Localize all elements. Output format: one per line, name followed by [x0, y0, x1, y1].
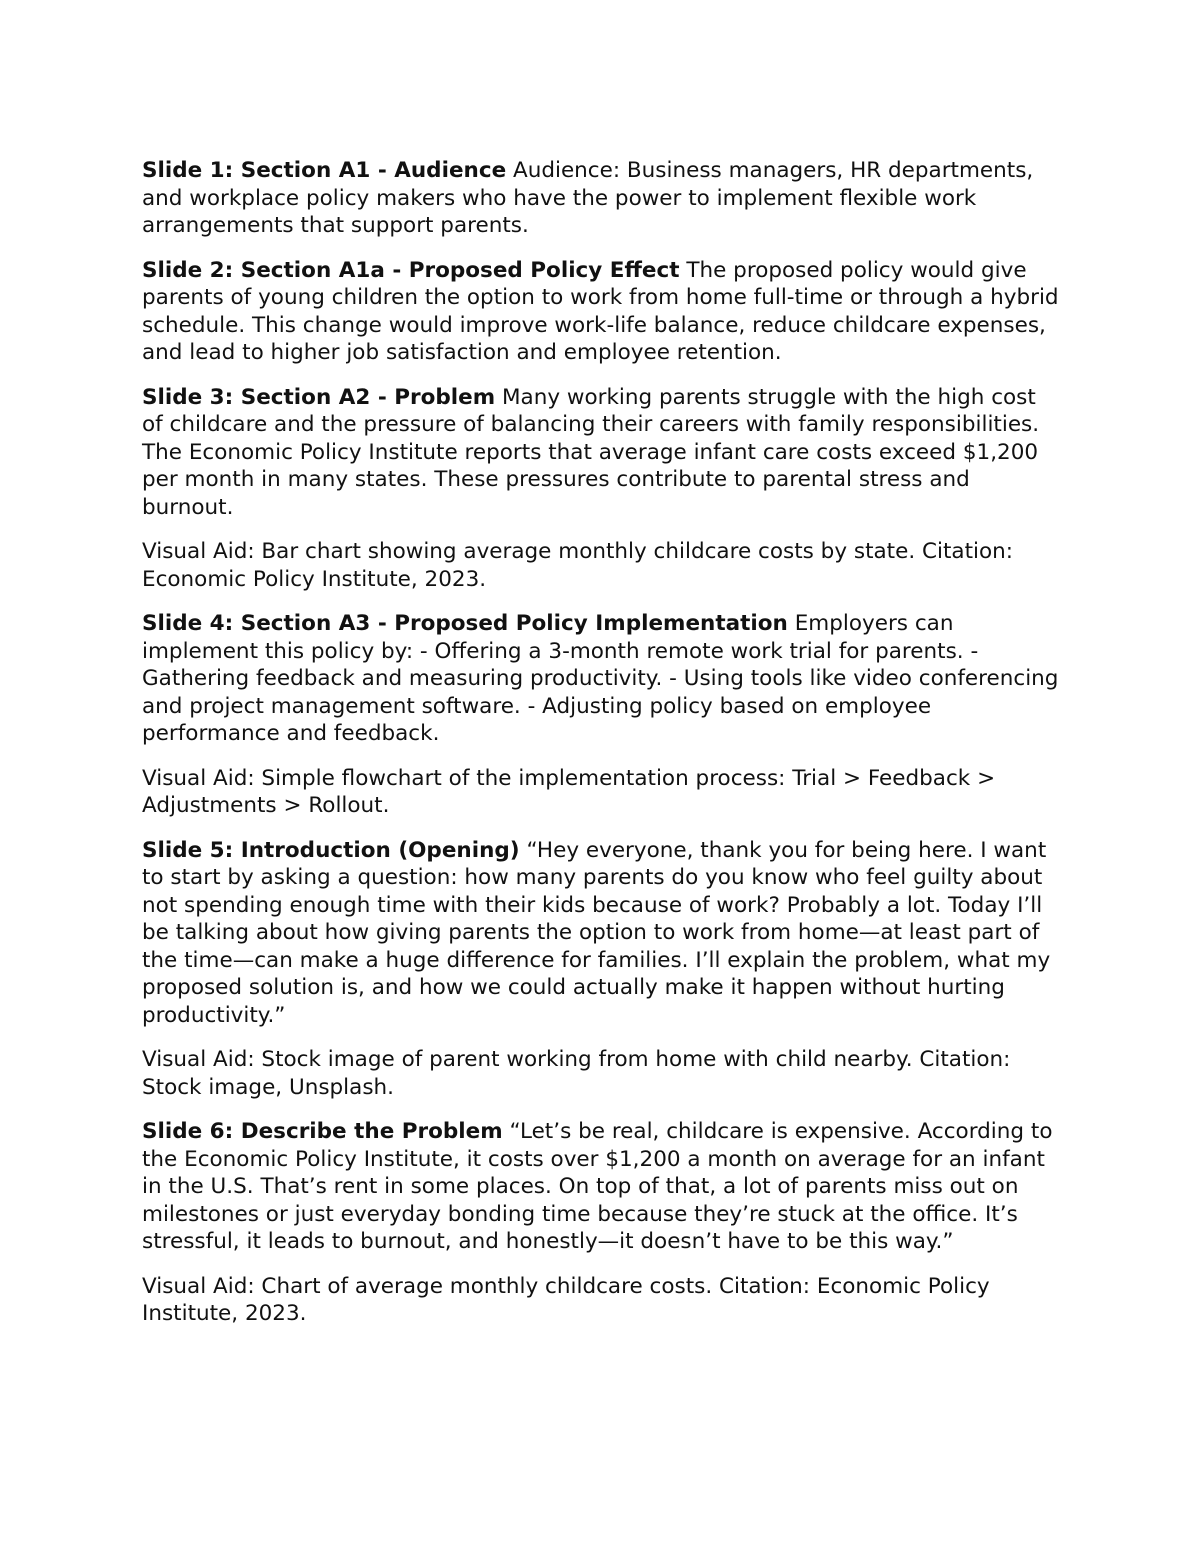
slide-3-heading: Slide 3: Section A2 - Problem — [142, 384, 496, 410]
slide-6-visual-aid — [142, 1273, 1062, 1328]
slide-4-paragraph — [142, 610, 1062, 748]
slide-4-visual-aid — [142, 765, 1062, 820]
slide-3-paragraph — [142, 384, 1062, 522]
slide-5-heading: Slide 5: Introduction (Opening) — [142, 837, 520, 863]
slide-4-heading: Slide 4: Section A3 - Proposed Policy Implementation — [142, 611, 788, 636]
slide-2-paragraph — [142, 257, 1062, 367]
slide-2-body: The proposed policy would give parents of young children the option to work from home full-time or through a hybrid schedule. This change would improve work-life balance, reduce childcare expenses, and lead to higher job satisfaction and employee retention. — [142, 257, 1059, 365]
slide-4-visual-aid-text: Visual Aid: Simple flowchart of the implementation process: Trial > Feedback > Adjustments > Rollout. — [142, 765, 996, 818]
slide-3-body: Many working parents struggle with the high cost of childcare and the pressure of balancing their careers with family responsibilities. The Economic Policy Institute reports that average infant care costs exceed $1,200 per month in many states. These pressures contribute to parental stress and burnout. — [142, 384, 1040, 520]
slide-1-body: Audience: Business managers, HR departments, and workplace policy makers who have the power to implement flexible work arrangements that support parents. — [142, 158, 1034, 238]
slide-1-heading: Slide 1: Section A1 - Audience — [142, 158, 507, 183]
slide-6-body: “Let’s be real, childcare is expensive. According to the Economic Policy Institute, it costs over $1,200 a month on average for an infant in the U.S. That’s rent in some places. On top of that, a lot of parents miss out on milestones or just everyday bonding time because they’re stuck at the office. It’s stressful, it leads to burnout, and honestly—it doesn’t have to be this way.” — [142, 1119, 1053, 1254]
slide-5-visual-aid-text: Visual Aid: Stock image of parent working from home with child nearby. Citation: Stock image, Unsplash. — [142, 1047, 1011, 1100]
slide-3-visual-aid-text: Visual Aid: Bar chart showing average monthly childcare costs by state. Citation: Economic Policy Institute, 2023. — [142, 539, 1014, 592]
slide-6-heading: Slide 6: Describe the Problem — [142, 1119, 503, 1144]
slide-5-body: “Hey everyone, thank you for being here. I want to start by asking a question: how many parents do you know who feel guilty about not spending enough time with their kids because of work? Probably a lot. Today I’ll be talking about how giving parents the option to work from home—at least part of the time—can make a huge difference for families. I’ll explain the problem, what my proposed solution is, and how we could actually make it happen without hurting productivity.” — [142, 837, 1051, 1028]
slide-2-heading: Slide 2: Section A1a - Proposed Policy Effect — [142, 257, 680, 283]
slide-1-paragraph — [142, 157, 1062, 240]
slide-6-paragraph — [142, 1118, 1062, 1256]
slide-5-paragraph — [142, 837, 1062, 1030]
slide-3-visual-aid — [142, 538, 1062, 593]
document-page — [142, 157, 1062, 1345]
slide-5-visual-aid — [142, 1046, 1062, 1101]
slide-6-visual-aid-text: Visual Aid: Chart of average monthly childcare costs. Citation: Economic Policy Institute, 2023. — [142, 1273, 990, 1326]
slide-4-body: Employers can implement this policy by: - Offering a 3-month remote work trial for parents. - Gathering feedback and measuring productivity. - Using tools like video conferencing and project management software. - Adjusting policy based on employee performance and feedback. — [142, 611, 1059, 746]
